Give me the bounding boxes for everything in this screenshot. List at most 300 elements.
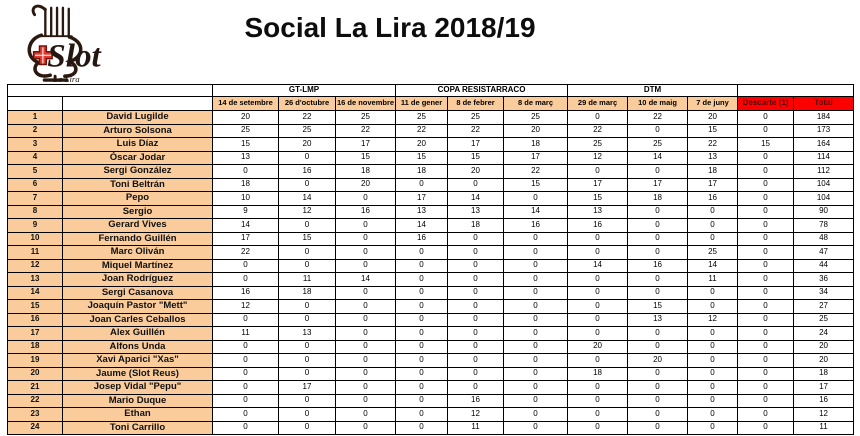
name-cell: Toni Beltrán: [63, 178, 213, 192]
standings-body: [8, 111, 854, 435]
rank-cell: 11: [8, 246, 63, 260]
score-cell: 18: [504, 138, 568, 152]
score-cell: 0: [688, 232, 738, 246]
total-cell: 16: [794, 394, 854, 408]
score-cell: 0: [213, 421, 279, 435]
name-cell: Óscar Jodar: [63, 151, 213, 165]
score-cell: 15: [448, 151, 504, 165]
rank-cell: 23: [8, 408, 63, 422]
name-cell: Ethan: [63, 408, 213, 422]
rank-cell: 13: [8, 273, 63, 287]
name-cell: Xavi Aparici "Xas": [63, 354, 213, 368]
score-cell: 0: [628, 273, 688, 287]
name-cell: Arturo Solsona: [63, 124, 213, 138]
score-cell: 0: [628, 421, 688, 435]
score-cell: 25: [504, 111, 568, 125]
descarte-cell: 0: [738, 381, 794, 395]
score-cell: 0: [396, 313, 448, 327]
score-cell: 0: [568, 300, 628, 314]
score-cell: 0: [279, 354, 336, 368]
score-cell: 0: [688, 394, 738, 408]
score-cell: 0: [336, 313, 396, 327]
score-cell: 0: [448, 313, 504, 327]
score-cell: 0: [568, 421, 628, 435]
total-cell: 164: [794, 138, 854, 152]
club-logo: [10, 2, 108, 84]
score-cell: 0: [336, 286, 396, 300]
score-cell: 16: [628, 259, 688, 273]
score-cell: 0: [568, 232, 628, 246]
score-cell: 17: [396, 192, 448, 206]
score-cell: 0: [336, 259, 396, 273]
score-cell: 25: [448, 111, 504, 125]
score-cell: 25: [213, 124, 279, 138]
name-cell: Gerard Vives: [63, 219, 213, 233]
score-cell: 0: [396, 340, 448, 354]
score-cell: 15: [279, 232, 336, 246]
score-cell: 13: [448, 205, 504, 219]
name-cell: Joaquín Pastor "Mett": [63, 300, 213, 314]
score-cell: 0: [448, 178, 504, 192]
total-cell: 90: [794, 205, 854, 219]
score-cell: 0: [628, 246, 688, 260]
score-cell: 20: [448, 165, 504, 179]
score-cell: 12: [279, 205, 336, 219]
score-cell: 0: [504, 313, 568, 327]
date-header-cell: 14 de setembre: [213, 97, 279, 111]
score-cell: 15: [688, 124, 738, 138]
score-cell: 0: [504, 300, 568, 314]
score-cell: 0: [279, 394, 336, 408]
score-cell: 0: [568, 165, 628, 179]
score-cell: 22: [568, 124, 628, 138]
descarte-cell: 0: [738, 340, 794, 354]
score-cell: 18: [213, 178, 279, 192]
name-cell: Fernando Guillén: [63, 232, 213, 246]
score-cell: 0: [448, 340, 504, 354]
score-cell: 0: [396, 273, 448, 287]
score-cell: 25: [568, 138, 628, 152]
score-cell: 0: [336, 381, 396, 395]
score-cell: 0: [504, 408, 568, 422]
descarte-cell: 0: [738, 394, 794, 408]
date-header-cell: 10 de maig: [628, 97, 688, 111]
score-cell: 0: [448, 232, 504, 246]
score-cell: 0: [336, 354, 396, 368]
table-row: [8, 151, 854, 165]
name-cell: Alfons Unda: [63, 340, 213, 354]
score-cell: 12: [688, 313, 738, 327]
rank-header-cell: [8, 97, 63, 111]
descarte-cell: 0: [738, 367, 794, 381]
descarte-cell: 0: [738, 286, 794, 300]
score-cell: 16: [396, 232, 448, 246]
logo-sub-text: La Lira: [53, 74, 80, 84]
score-cell: 0: [504, 286, 568, 300]
score-cell: 0: [504, 232, 568, 246]
score-cell: 15: [213, 138, 279, 152]
descarte-cell: 15: [738, 138, 794, 152]
score-cell: 0: [628, 381, 688, 395]
date-header-cell: 16 de novembre: [336, 97, 396, 111]
score-cell: 12: [568, 151, 628, 165]
name-cell: Jaume (Slot Reus): [63, 367, 213, 381]
total-cell: 12: [794, 408, 854, 422]
score-cell: 11: [213, 327, 279, 341]
score-cell: 15: [396, 151, 448, 165]
score-cell: 0: [568, 286, 628, 300]
score-cell: 14: [688, 259, 738, 273]
total-header-cell: Total: [794, 97, 854, 111]
score-cell: 0: [504, 421, 568, 435]
score-cell: 0: [213, 367, 279, 381]
score-cell: 0: [279, 219, 336, 233]
score-cell: 0: [448, 246, 504, 260]
score-cell: 20: [688, 111, 738, 125]
score-cell: 12: [448, 408, 504, 422]
score-cell: 0: [448, 286, 504, 300]
table-row: [8, 232, 854, 246]
table-row: [8, 205, 854, 219]
score-cell: 0: [336, 421, 396, 435]
score-cell: 0: [628, 219, 688, 233]
total-cell: 114: [794, 151, 854, 165]
name-cell: Pepo: [63, 192, 213, 206]
date-header-cell: 29 de març: [568, 97, 628, 111]
descarte-cell: 0: [738, 273, 794, 287]
total-cell: 104: [794, 192, 854, 206]
score-cell: 0: [504, 394, 568, 408]
score-cell: 0: [568, 381, 628, 395]
total-cell: 184: [794, 111, 854, 125]
score-cell: 0: [628, 205, 688, 219]
score-cell: 11: [688, 273, 738, 287]
descarte-cell: 0: [738, 327, 794, 341]
score-cell: 13: [568, 205, 628, 219]
table-row: [8, 327, 854, 341]
score-cell: 22: [448, 124, 504, 138]
score-cell: 16: [213, 286, 279, 300]
score-cell: 0: [504, 381, 568, 395]
score-cell: 0: [568, 408, 628, 422]
score-cell: 0: [279, 300, 336, 314]
score-cell: 10: [213, 192, 279, 206]
group-header-dtm: DTM: [568, 85, 738, 97]
score-cell: 0: [279, 340, 336, 354]
score-cell: 20: [336, 178, 396, 192]
score-cell: 0: [396, 286, 448, 300]
score-cell: 16: [504, 219, 568, 233]
score-cell: 0: [504, 246, 568, 260]
total-cell: 24: [794, 327, 854, 341]
table-row: [8, 421, 854, 435]
score-cell: 0: [213, 259, 279, 273]
score-cell: 0: [504, 367, 568, 381]
score-cell: 0: [568, 394, 628, 408]
table-row: [8, 111, 854, 125]
score-cell: 14: [448, 192, 504, 206]
score-cell: 0: [336, 300, 396, 314]
date-header-cell: 7 de juny: [688, 97, 738, 111]
total-cell: 112: [794, 165, 854, 179]
score-cell: 0: [336, 367, 396, 381]
score-cell: 0: [688, 381, 738, 395]
score-cell: 14: [396, 219, 448, 233]
rank-cell: 5: [8, 165, 63, 179]
rank-cell: 3: [8, 138, 63, 152]
score-cell: 18: [396, 165, 448, 179]
table-row: [8, 178, 854, 192]
score-cell: 0: [448, 259, 504, 273]
score-cell: 0: [336, 327, 396, 341]
rank-cell: 18: [8, 340, 63, 354]
score-cell: 0: [688, 286, 738, 300]
score-cell: 17: [688, 178, 738, 192]
score-cell: 13: [213, 151, 279, 165]
score-cell: 13: [688, 151, 738, 165]
score-cell: 0: [568, 354, 628, 368]
total-cell: 20: [794, 340, 854, 354]
score-cell: 0: [504, 192, 568, 206]
name-cell: Sergi Casanova: [63, 286, 213, 300]
score-cell: 0: [688, 327, 738, 341]
score-cell: 0: [504, 354, 568, 368]
score-cell: 0: [688, 205, 738, 219]
name-header-cell: [63, 97, 213, 111]
score-cell: 0: [279, 151, 336, 165]
score-cell: 0: [396, 421, 448, 435]
score-cell: 20: [213, 111, 279, 125]
score-cell: 0: [213, 273, 279, 287]
score-cell: 0: [504, 259, 568, 273]
group-header-spacer: [8, 85, 213, 97]
rank-cell: 22: [8, 394, 63, 408]
score-cell: 0: [213, 381, 279, 395]
score-cell: 18: [568, 367, 628, 381]
rank-cell: 14: [8, 286, 63, 300]
descarte-cell: 0: [738, 111, 794, 125]
descarte-cell: 0: [738, 408, 794, 422]
rank-cell: 8: [8, 205, 63, 219]
score-cell: 0: [336, 340, 396, 354]
table-row: [8, 340, 854, 354]
score-cell: 0: [688, 300, 738, 314]
score-cell: 25: [396, 111, 448, 125]
score-cell: 18: [336, 165, 396, 179]
descarte-cell: 0: [738, 246, 794, 260]
name-cell: Joan Carles Ceballos: [63, 313, 213, 327]
table-row: [8, 165, 854, 179]
table-row: [8, 246, 854, 260]
total-cell: 20: [794, 354, 854, 368]
name-cell: Marc Oliván: [63, 246, 213, 260]
score-cell: 0: [396, 327, 448, 341]
name-cell: Joan Rodríguez: [63, 273, 213, 287]
score-cell: 14: [336, 273, 396, 287]
name-cell: Sergi González: [63, 165, 213, 179]
score-cell: 0: [688, 340, 738, 354]
date-header-cell: 26 d'octubre: [279, 97, 336, 111]
score-cell: 0: [628, 340, 688, 354]
score-cell: 0: [628, 124, 688, 138]
group-header-gt-lmp: GT-LMP: [213, 85, 396, 97]
score-cell: 0: [448, 354, 504, 368]
descarte-cell: 0: [738, 219, 794, 233]
score-cell: 0: [336, 394, 396, 408]
descarte-cell: 0: [738, 300, 794, 314]
score-cell: 0: [504, 327, 568, 341]
score-cell: 14: [213, 219, 279, 233]
score-cell: 0: [213, 408, 279, 422]
table-row: [8, 367, 854, 381]
rank-cell: 12: [8, 259, 63, 273]
descarte-cell: 0: [738, 178, 794, 192]
score-cell: 17: [628, 178, 688, 192]
score-cell: 0: [568, 327, 628, 341]
score-cell: 15: [336, 151, 396, 165]
rank-cell: 24: [8, 421, 63, 435]
score-cell: 20: [279, 138, 336, 152]
rank-cell: 4: [8, 151, 63, 165]
lyre-icon: [10, 2, 108, 84]
page-title: Social La Lira 2018/19: [244, 12, 536, 43]
score-cell: 0: [568, 273, 628, 287]
table-row: [8, 259, 854, 273]
rank-cell: 1: [8, 111, 63, 125]
score-cell: 0: [336, 408, 396, 422]
score-cell: 0: [279, 246, 336, 260]
score-cell: 0: [213, 165, 279, 179]
score-cell: 13: [628, 313, 688, 327]
score-cell: 0: [628, 394, 688, 408]
table-row: [8, 300, 854, 314]
date-header-cell: 8 de febrer: [448, 97, 504, 111]
score-cell: 0: [396, 381, 448, 395]
score-cell: 0: [336, 219, 396, 233]
score-cell: 0: [688, 421, 738, 435]
descarte-cell: 0: [738, 165, 794, 179]
total-cell: 34: [794, 286, 854, 300]
total-cell: 104: [794, 178, 854, 192]
score-cell: 22: [628, 111, 688, 125]
score-cell: 0: [628, 165, 688, 179]
group-header-copa-resistarraco: COPA RESISTARRACO: [396, 85, 568, 97]
descarte-cell: 0: [738, 205, 794, 219]
score-cell: 9: [213, 205, 279, 219]
table-row: [8, 192, 854, 206]
score-cell: 0: [396, 408, 448, 422]
total-cell: 25: [794, 313, 854, 327]
total-cell: 44: [794, 259, 854, 273]
descarte-cell: 0: [738, 124, 794, 138]
standings-table: [7, 84, 854, 435]
score-cell: 17: [568, 178, 628, 192]
score-cell: 0: [396, 259, 448, 273]
score-cell: 22: [396, 124, 448, 138]
score-cell: 12: [213, 300, 279, 314]
table-row: [8, 138, 854, 152]
score-cell: 0: [504, 340, 568, 354]
rank-cell: 9: [8, 219, 63, 233]
rank-cell: 6: [8, 178, 63, 192]
rank-cell: 20: [8, 367, 63, 381]
score-cell: 13: [279, 327, 336, 341]
score-cell: 0: [213, 313, 279, 327]
score-cell: 0: [568, 246, 628, 260]
score-cell: 0: [448, 300, 504, 314]
score-cell: 11: [279, 273, 336, 287]
score-cell: 0: [396, 300, 448, 314]
descarte-cell: 0: [738, 259, 794, 273]
score-cell: 17: [213, 232, 279, 246]
table-row: [8, 381, 854, 395]
score-cell: 0: [688, 367, 738, 381]
score-cell: 0: [688, 408, 738, 422]
rank-cell: 17: [8, 327, 63, 341]
rank-cell: 16: [8, 313, 63, 327]
score-cell: 18: [448, 219, 504, 233]
score-cell: 0: [688, 219, 738, 233]
score-cell: 0: [213, 354, 279, 368]
total-cell: 11: [794, 421, 854, 435]
table-row: [8, 124, 854, 138]
table-row: [8, 219, 854, 233]
descarte-cell: 0: [738, 192, 794, 206]
score-cell: 22: [688, 138, 738, 152]
score-cell: 22: [504, 165, 568, 179]
name-cell: Toni Carrillo: [63, 421, 213, 435]
score-cell: 0: [568, 313, 628, 327]
score-cell: 25: [688, 246, 738, 260]
name-cell: Miquel Martínez: [63, 259, 213, 273]
rank-cell: 19: [8, 354, 63, 368]
score-cell: 0: [628, 286, 688, 300]
descarte-header-cell: Descarte (1): [738, 97, 794, 111]
score-cell: 20: [396, 138, 448, 152]
score-cell: 0: [504, 273, 568, 287]
table-row: [8, 313, 854, 327]
total-cell: 48: [794, 232, 854, 246]
name-cell: Luis Díaz: [63, 138, 213, 152]
score-cell: 25: [336, 111, 396, 125]
score-cell: 0: [336, 232, 396, 246]
score-cell: 0: [279, 421, 336, 435]
table-row: [8, 408, 854, 422]
score-cell: 22: [213, 246, 279, 260]
score-cell: 22: [279, 111, 336, 125]
score-cell: 0: [279, 259, 336, 273]
descarte-cell: 0: [738, 354, 794, 368]
score-cell: 0: [448, 327, 504, 341]
score-cell: 17: [279, 381, 336, 395]
total-cell: 47: [794, 246, 854, 260]
descarte-cell: 0: [738, 232, 794, 246]
score-cell: 0: [213, 394, 279, 408]
score-cell: 0: [396, 354, 448, 368]
score-cell: 0: [396, 394, 448, 408]
score-cell: 0: [628, 408, 688, 422]
score-cell: 17: [504, 151, 568, 165]
score-cell: 0: [279, 313, 336, 327]
rank-cell: 7: [8, 192, 63, 206]
score-cell: 0: [279, 367, 336, 381]
score-cell: 0: [688, 354, 738, 368]
date-header-cell: 8 de març: [504, 97, 568, 111]
score-cell: 0: [628, 232, 688, 246]
group-header-row: [8, 85, 854, 97]
score-cell: 14: [628, 151, 688, 165]
name-cell: David Lugilde: [63, 111, 213, 125]
